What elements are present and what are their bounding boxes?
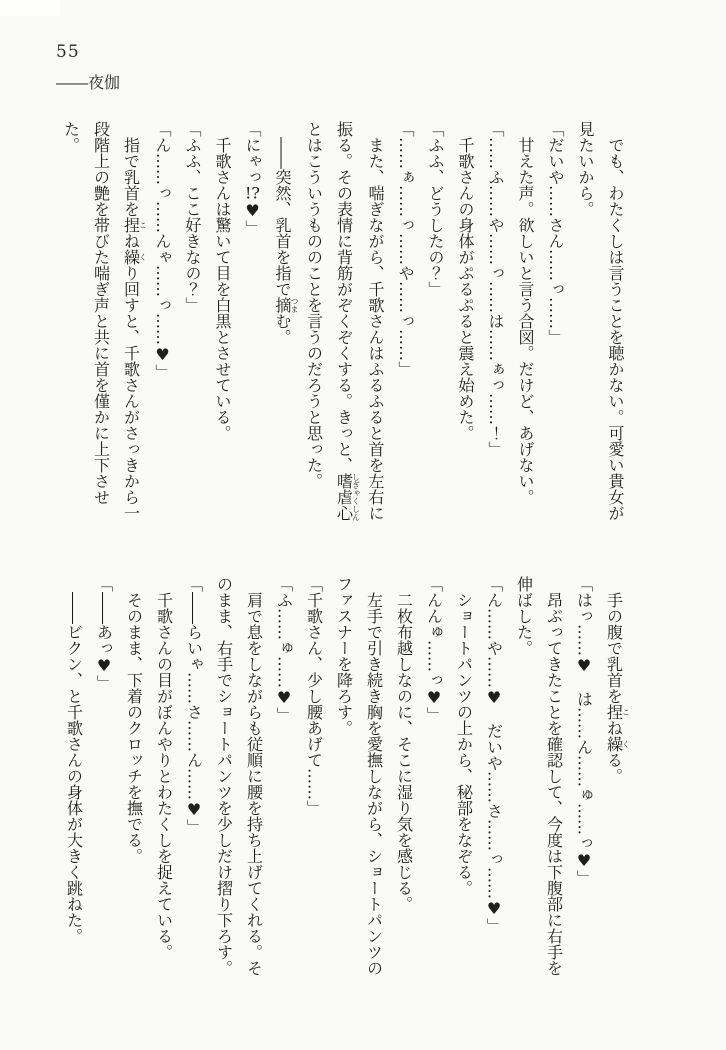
text-line: 千歌さんは驚いて目を白黒とさせている。	[213, 137, 232, 441]
text-line: 「ん……や……♥ だいや……さ……っ……♥」	[484, 576, 504, 934]
text-line: ――突然、乳首を指で摘つまむ。	[273, 137, 299, 345]
text-line: 「千歌さん、少し腰あげて……」	[304, 576, 324, 816]
ruby-text: 摘つま	[273, 297, 299, 313]
chapter-header: ――夜伽	[56, 73, 121, 92]
text-line: 指で乳首を捏こね繰くり回すと、千歌さんがさっきから一	[121, 137, 148, 521]
text-line: 「はっ……♥ は……ん……ゅ……っ♥」	[574, 576, 594, 886]
text-line: 「ふふ、どうしたの？」	[426, 121, 445, 297]
text-line: 左手で引き続き胸を愛撫しながら、ショートパンツの	[364, 592, 384, 976]
text-line: 伸ばした。	[514, 576, 534, 656]
text-line: 「ん……っ……んゃ……っ……♥」	[153, 121, 172, 380]
text-line: 「……ふ……や……っ……は……ぁっ……！」	[486, 121, 505, 457]
text-line: 甘えた声。欲しいと言う合図。だけど、あげない。	[516, 137, 535, 505]
text-line: 「……ぁ……っ……や……っ……」	[396, 121, 415, 377]
text-block-bottom	[58, 576, 630, 1042]
tatechuyoko-text: !?	[244, 185, 260, 201]
text-line: 千歌さんの目がぼんやりとわたくしを捉えている。	[154, 592, 174, 960]
text-line: 肩で息をしながらも従順に腰を持ち上げてくれる。そ	[244, 592, 264, 976]
text-block-top	[58, 121, 630, 573]
text-line: 見たいから。	[576, 121, 595, 217]
text-line: 「――らいゃ……さ……ん……♥」	[184, 576, 204, 835]
ruby-text: 捏こ	[121, 217, 148, 233]
scan-light-corner	[0, 0, 60, 16]
text-line: ――ビクン、と千歌さんの身体が大きく跳ねた。	[64, 592, 84, 944]
text-line: のまま、右手でショートパンツを少しだけ摺り下ろす。	[214, 576, 234, 976]
ruby-text: 捏こ	[604, 704, 631, 720]
text-line: 昂ぶってきたことを確認して、今度は下腹部に右手を	[544, 592, 564, 976]
ruby-text: 嗜虐心しぎゃくしん	[334, 473, 361, 521]
text-line: 「ふふ、ここ好きなの？」	[183, 121, 202, 313]
ruby-text: 繰く	[604, 736, 631, 752]
text-line: 「だいや……さん……っ……」	[546, 121, 565, 345]
text-line: でも、わたくしは言うことを聴かない。可愛い貴女が	[606, 137, 625, 521]
text-line: 「にゃっ!?♥」	[243, 121, 262, 236]
text-line: 「んんゅ……っ♥」	[424, 576, 444, 723]
text-line: 手の腹で乳首を捏こね繰くる。	[604, 592, 631, 784]
text-line: また、喘ぎながら、千歌さんはふるふると首を左右に	[366, 137, 385, 521]
text-line: とはこういうもののことを言うのだろうと思った。	[304, 121, 324, 489]
ruby-text: 繰く	[121, 249, 148, 265]
text-line: 二枚布越しなのに、そこに湿り気を感じる。	[394, 592, 414, 912]
text-line: 千歌さんの身体がぷるぷると震え始めた。	[456, 137, 475, 441]
text-line: 振る。その表情に背筋がぞくぞくする。きっと、嗜虐心しぎゃくしん	[334, 121, 361, 521]
text-line: 「――あっ♥」	[94, 576, 114, 691]
text-line: 「ふ……ゅ……♥」	[274, 576, 294, 723]
text-line: ファスナーを降ろす。	[334, 576, 354, 736]
text-line: た。	[61, 121, 81, 153]
text-line: そのまま、下着のクロッチを撫でる。	[124, 592, 144, 864]
text-line: 段階上の艶を帯びた喘ぎ声と共に首を僅かに上下させ	[91, 121, 111, 505]
page-number: 55	[56, 42, 80, 62]
text-line: ショートパンツの上から、秘部をなぞる。	[454, 592, 474, 896]
